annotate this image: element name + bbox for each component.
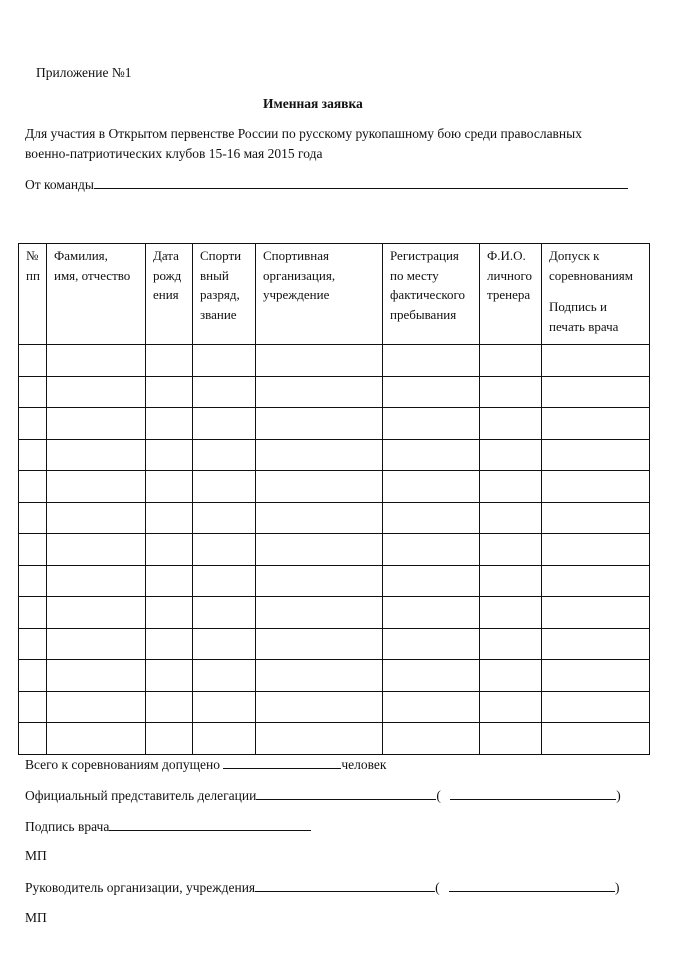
table-cell[interactable] xyxy=(256,376,383,408)
table-cell[interactable] xyxy=(542,376,650,408)
table-cell[interactable] xyxy=(146,376,193,408)
table-cell[interactable] xyxy=(256,660,383,692)
column-header-text: № xyxy=(26,248,39,263)
table-cell[interactable] xyxy=(193,376,256,408)
table-cell[interactable] xyxy=(383,691,480,723)
column-header-text: имя, отчество xyxy=(54,267,131,283)
table-cell[interactable] xyxy=(47,628,146,660)
table-cell[interactable] xyxy=(146,628,193,660)
table-cell[interactable] xyxy=(480,597,542,629)
table-row xyxy=(19,628,650,660)
table-cell[interactable] xyxy=(146,660,193,692)
table-cell[interactable] xyxy=(383,597,480,629)
column-header-text: Дата xyxy=(153,248,179,263)
column-header-text: Ф.И.О. xyxy=(487,248,526,263)
team-blank-line[interactable] xyxy=(94,176,628,189)
table-cell[interactable] xyxy=(480,660,542,692)
table-cell[interactable] xyxy=(19,376,47,408)
table-cell[interactable] xyxy=(19,408,47,440)
table-cell[interactable] xyxy=(146,691,193,723)
column-header-text: соревнованиям xyxy=(549,267,633,283)
table-cell[interactable] xyxy=(193,723,256,755)
table-cell[interactable] xyxy=(47,691,146,723)
table-cell[interactable] xyxy=(256,691,383,723)
table-cell[interactable] xyxy=(47,660,146,692)
table-cell[interactable] xyxy=(47,534,146,566)
table-cell[interactable] xyxy=(542,534,650,566)
table-cell[interactable] xyxy=(256,439,383,471)
table-cell[interactable] xyxy=(256,502,383,534)
column-header-2 xyxy=(47,244,146,345)
table-cell[interactable] xyxy=(480,534,542,566)
stamp-label-1: МП xyxy=(25,848,47,863)
table-row xyxy=(19,471,650,503)
table-cell[interactable] xyxy=(146,534,193,566)
org-head-signature-line[interactable] xyxy=(255,879,435,892)
table-cell[interactable] xyxy=(383,723,480,755)
org-head-name-line[interactable] xyxy=(449,879,615,892)
table-cell[interactable] xyxy=(383,565,480,597)
org-head-open-paren: ( xyxy=(435,880,440,895)
column-header-text: пребывания xyxy=(390,306,457,322)
table-cell[interactable] xyxy=(383,660,480,692)
column-header-text: вный xyxy=(200,267,229,283)
table-row xyxy=(19,439,650,471)
team-label: От команды xyxy=(25,177,94,192)
column-header-text: тренера xyxy=(487,287,531,302)
table-cell[interactable] xyxy=(47,597,146,629)
table-cell[interactable] xyxy=(19,660,47,692)
table-cell[interactable] xyxy=(542,723,650,755)
column-header-text: организация, xyxy=(263,267,336,283)
table-row xyxy=(19,534,650,566)
table-cell[interactable] xyxy=(542,408,650,440)
column-header-3 xyxy=(146,244,193,345)
table-cell[interactable] xyxy=(480,439,542,471)
table-cell[interactable] xyxy=(47,471,146,503)
appendix-label: Приложение №1 xyxy=(36,65,132,80)
column-header-text: пп xyxy=(26,267,40,283)
stamp-label-2: МП xyxy=(25,910,47,925)
table-cell[interactable] xyxy=(19,345,47,377)
table-cell[interactable] xyxy=(480,691,542,723)
table-cell[interactable] xyxy=(193,345,256,377)
table-cell[interactable] xyxy=(542,691,650,723)
official-rep-name-line[interactable] xyxy=(450,787,616,800)
table-cell[interactable] xyxy=(193,534,256,566)
table-cell[interactable] xyxy=(47,408,146,440)
table-cell[interactable] xyxy=(256,628,383,660)
table-cell[interactable] xyxy=(193,439,256,471)
table-cell[interactable] xyxy=(542,597,650,629)
column-header-6 xyxy=(383,244,480,345)
column-header-4 xyxy=(193,244,256,345)
table-cell[interactable] xyxy=(146,502,193,534)
table-cell[interactable] xyxy=(542,565,650,597)
table-cell[interactable] xyxy=(146,345,193,377)
table-body xyxy=(19,345,650,755)
official-rep-open-paren: ( xyxy=(436,788,441,803)
table-cell[interactable] xyxy=(480,565,542,597)
table-cell[interactable] xyxy=(19,471,47,503)
team-row xyxy=(25,176,628,193)
table-cell[interactable] xyxy=(146,408,193,440)
doctor-signature-row xyxy=(25,818,311,835)
table-cell[interactable] xyxy=(146,565,193,597)
table-cell[interactable] xyxy=(542,439,650,471)
table-cell[interactable] xyxy=(193,628,256,660)
total-blank-line[interactable] xyxy=(223,756,341,769)
table-cell[interactable] xyxy=(480,345,542,377)
table-cell[interactable] xyxy=(146,471,193,503)
table-cell[interactable] xyxy=(47,723,146,755)
document-title: Именная заявка xyxy=(263,96,363,111)
table-cell[interactable] xyxy=(47,439,146,471)
column-header-1 xyxy=(19,244,47,345)
table-cell[interactable] xyxy=(480,628,542,660)
table-cell[interactable] xyxy=(480,502,542,534)
table-cell[interactable] xyxy=(193,660,256,692)
table-cell[interactable] xyxy=(146,723,193,755)
official-rep-signature-line[interactable] xyxy=(256,787,436,800)
org-head-label: Руководитель организации, учреждения xyxy=(25,880,256,895)
table-cell[interactable] xyxy=(480,723,542,755)
org-head-row xyxy=(25,879,620,896)
column-header-text: Допуск к xyxy=(549,248,600,263)
table-cell[interactable] xyxy=(19,439,47,471)
table-cell[interactable] xyxy=(256,723,383,755)
table-cell[interactable] xyxy=(19,502,47,534)
table-cell[interactable] xyxy=(193,471,256,503)
doctor-signature-label: Подпись врача xyxy=(25,819,110,834)
column-header-text: Спорти xyxy=(200,248,242,263)
column-header-text: фактического xyxy=(390,287,466,302)
column-header-text: Регистрация xyxy=(390,248,459,263)
table-cell[interactable] xyxy=(19,691,47,723)
table-cell[interactable] xyxy=(542,471,650,503)
org-head-close-paren: ) xyxy=(615,880,620,895)
column-header-text: учреждение xyxy=(263,287,330,302)
table-row xyxy=(19,723,650,755)
table-row xyxy=(19,597,650,629)
table-cell[interactable] xyxy=(383,534,480,566)
table-cell[interactable] xyxy=(193,565,256,597)
table-cell[interactable] xyxy=(19,534,47,566)
table-cell[interactable] xyxy=(19,565,47,597)
table-cell[interactable] xyxy=(193,691,256,723)
intro-line-2: военно-патриотических клубов 15-16 мая 2015 года xyxy=(25,146,323,161)
table-cell[interactable] xyxy=(47,376,146,408)
official-rep-close-paren: ) xyxy=(616,788,621,803)
table-cell[interactable] xyxy=(256,471,383,503)
table-cell[interactable] xyxy=(383,439,480,471)
table-cell[interactable] xyxy=(542,502,650,534)
table-cell[interactable] xyxy=(193,502,256,534)
table-cell[interactable] xyxy=(256,534,383,566)
column-header-subtext: печать врача xyxy=(549,318,619,334)
table-cell[interactable] xyxy=(480,376,542,408)
column-header-text: по месту xyxy=(390,267,439,283)
table-cell[interactable] xyxy=(256,565,383,597)
table-cell[interactable] xyxy=(146,597,193,629)
table-cell[interactable] xyxy=(47,565,146,597)
column-header-5 xyxy=(256,244,383,345)
table-row xyxy=(19,408,650,440)
table-row xyxy=(19,660,650,692)
total-prefix: Всего к соревнованиям допущено xyxy=(25,757,220,772)
table-cell[interactable] xyxy=(542,345,650,377)
column-header-text: Фамилия, xyxy=(54,248,108,263)
table-cell[interactable] xyxy=(256,408,383,440)
table-cell[interactable] xyxy=(383,628,480,660)
table-cell[interactable] xyxy=(47,345,146,377)
table-cell[interactable] xyxy=(193,408,256,440)
column-header-text: Спортивная xyxy=(263,248,329,263)
table-cell[interactable] xyxy=(383,376,480,408)
official-rep-label: Официальный представитель делегации xyxy=(25,788,257,803)
column-header-text: ения xyxy=(153,287,179,302)
table-row xyxy=(19,691,650,723)
doctor-signature-line[interactable] xyxy=(109,818,311,831)
table-row xyxy=(19,502,650,534)
column-header-7 xyxy=(480,244,542,345)
table-cell[interactable] xyxy=(47,502,146,534)
table-header-row xyxy=(19,244,650,345)
total-suffix: человек xyxy=(341,757,387,772)
table-cell[interactable] xyxy=(193,597,256,629)
table-cell[interactable] xyxy=(19,597,47,629)
table-cell[interactable] xyxy=(383,408,480,440)
table-cell[interactable] xyxy=(480,471,542,503)
column-header-text: личного xyxy=(487,267,532,283)
table-cell[interactable] xyxy=(146,439,193,471)
table-cell[interactable] xyxy=(480,408,542,440)
table-cell[interactable] xyxy=(256,345,383,377)
table-cell[interactable] xyxy=(19,628,47,660)
table-cell[interactable] xyxy=(542,660,650,692)
total-row xyxy=(25,756,386,773)
table-cell[interactable] xyxy=(256,597,383,629)
table-cell[interactable] xyxy=(542,628,650,660)
intro-line-1: Для участия в Открытом первенстве России по русскому рукопашному бою среди православных xyxy=(25,126,582,141)
column-header-text: разряд, xyxy=(200,287,240,302)
registration-table xyxy=(18,243,650,755)
table-cell[interactable] xyxy=(383,345,480,377)
table-row xyxy=(19,345,650,377)
table-cell[interactable] xyxy=(383,502,480,534)
column-header-text: звание xyxy=(200,306,237,322)
table-row xyxy=(19,565,650,597)
table-cell[interactable] xyxy=(19,723,47,755)
column-header-subtext: Подпись и xyxy=(549,299,607,314)
table-cell[interactable] xyxy=(383,471,480,503)
table-row xyxy=(19,376,650,408)
official-rep-row xyxy=(25,787,621,804)
column-header-8 xyxy=(542,244,650,345)
column-header-text: рожд xyxy=(153,267,182,283)
